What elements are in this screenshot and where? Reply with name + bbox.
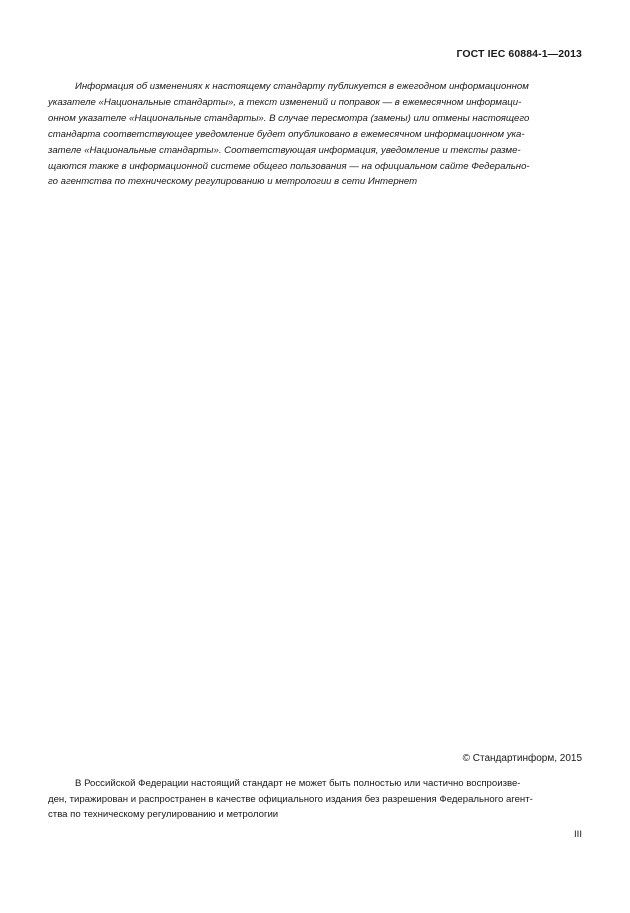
standard-code-header: ГОСТ IEC 60884-1—2013: [456, 48, 582, 60]
copyright-line: © Стандартинформ, 2015: [462, 753, 582, 764]
legal-line: В Российской Федерации настоящий стандарт не может быть полностью или частично воспроизве-: [75, 778, 521, 789]
legal-line: ства по техническому регулированию и метрологии: [48, 809, 279, 821]
notice-line: го агентства по техническому регулированию и метрологии в сети Интернет: [48, 176, 418, 188]
notice-line: указателе «Национальные стандарты», а текст изменений и поправок — в ежемесячном информаци-: [48, 96, 522, 108]
notice-line: онном указателе «Национальные стандарты». В случае пересмотра (замены) или отмены настоящего: [48, 112, 530, 124]
notice-line: Информация об изменениях к настоящему стандарту публикуется в ежегодном информационном: [75, 81, 529, 92]
reproduction-notice: [48, 776, 583, 823]
notice-line: щаются также в информационной системе общего пользования — на официальном сайте Федерально-: [48, 160, 530, 172]
notice-line: зателе «Национальные стандарты». Соответствующая информация, уведомление и тексты разме-: [48, 144, 521, 156]
legal-line: ден, тиражирован и распространен в качестве официального издания без разрешения Федерального агент-: [48, 793, 533, 805]
amendments-notice: [48, 79, 583, 190]
notice-line: стандарта соответствующее уведомление будет опубликовано в ежемесячном информационном ука-: [48, 128, 525, 140]
page-number: III: [574, 829, 582, 840]
